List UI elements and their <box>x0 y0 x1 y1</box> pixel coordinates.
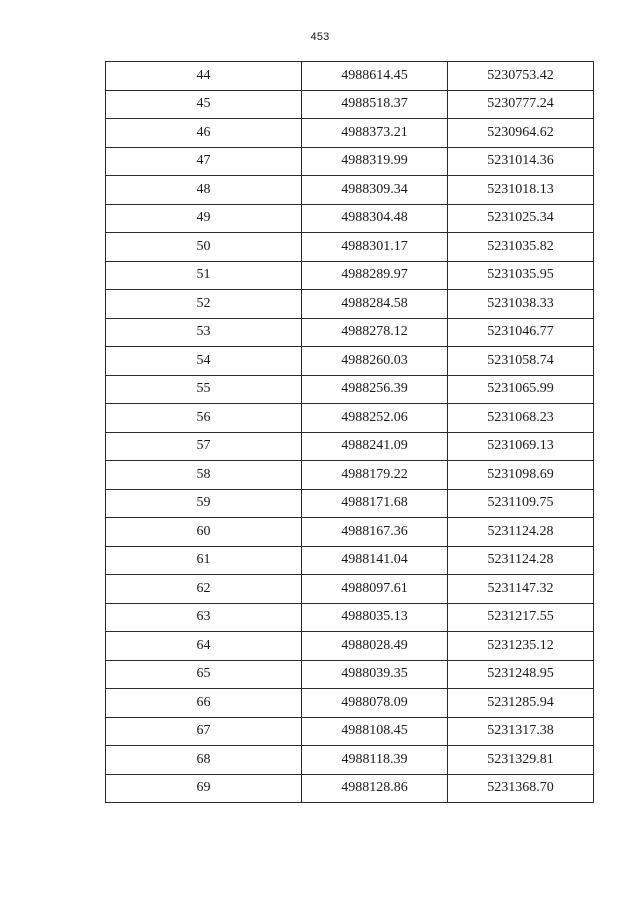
point-number-cell: 55 <box>106 375 302 404</box>
x-coordinate-cell: 4988614.45 <box>302 62 448 91</box>
x-coordinate-cell: 4988278.12 <box>302 318 448 347</box>
x-coordinate-cell: 4988039.35 <box>302 660 448 689</box>
y-coordinate-cell: 5231098.69 <box>448 461 594 490</box>
point-number-cell: 56 <box>106 404 302 433</box>
x-coordinate-cell: 4988260.03 <box>302 347 448 376</box>
table-row <box>106 689 594 718</box>
y-coordinate-cell: 5231025.34 <box>448 204 594 233</box>
y-coordinate-cell: 5230753.42 <box>448 62 594 91</box>
x-coordinate-cell: 4988252.06 <box>302 404 448 433</box>
table-row <box>106 62 594 91</box>
y-coordinate-cell: 5231068.23 <box>448 404 594 433</box>
point-number-cell: 62 <box>106 575 302 604</box>
point-number-cell: 52 <box>106 290 302 319</box>
table-row <box>106 204 594 233</box>
point-number-cell: 44 <box>106 62 302 91</box>
table-row <box>106 774 594 803</box>
y-coordinate-cell: 5231046.77 <box>448 318 594 347</box>
table-row <box>106 176 594 205</box>
table-row <box>106 575 594 604</box>
x-coordinate-cell: 4988289.97 <box>302 261 448 290</box>
table-row <box>106 518 594 547</box>
table-row <box>106 746 594 775</box>
table-row <box>106 546 594 575</box>
y-coordinate-cell: 5231368.70 <box>448 774 594 803</box>
y-coordinate-cell: 5231014.36 <box>448 147 594 176</box>
table-row <box>106 119 594 148</box>
table-row <box>106 290 594 319</box>
x-coordinate-cell: 4988179.22 <box>302 461 448 490</box>
point-number-cell: 49 <box>106 204 302 233</box>
y-coordinate-cell: 5231035.95 <box>448 261 594 290</box>
y-coordinate-cell: 5231124.28 <box>448 546 594 575</box>
y-coordinate-cell: 5231065.99 <box>448 375 594 404</box>
y-coordinate-cell: 5230777.24 <box>448 90 594 119</box>
y-coordinate-cell: 5231035.82 <box>448 233 594 262</box>
point-number-cell: 61 <box>106 546 302 575</box>
table-row <box>106 233 594 262</box>
x-coordinate-cell: 4988141.04 <box>302 546 448 575</box>
point-number-cell: 57 <box>106 432 302 461</box>
y-coordinate-cell: 5231248.95 <box>448 660 594 689</box>
point-number-cell: 65 <box>106 660 302 689</box>
y-coordinate-cell: 5231235.12 <box>448 632 594 661</box>
point-number-cell: 67 <box>106 717 302 746</box>
point-number-cell: 53 <box>106 318 302 347</box>
x-coordinate-cell: 4988373.21 <box>302 119 448 148</box>
point-number-cell: 64 <box>106 632 302 661</box>
table-row <box>106 375 594 404</box>
table-row <box>106 404 594 433</box>
x-coordinate-cell: 4988118.39 <box>302 746 448 775</box>
y-coordinate-cell: 5231109.75 <box>448 489 594 518</box>
x-coordinate-cell: 4988108.45 <box>302 717 448 746</box>
point-number-cell: 48 <box>106 176 302 205</box>
point-number-cell: 68 <box>106 746 302 775</box>
point-number-cell: 50 <box>106 233 302 262</box>
point-number-cell: 51 <box>106 261 302 290</box>
y-coordinate-cell: 5231285.94 <box>448 689 594 718</box>
y-coordinate-cell: 5231317.38 <box>448 717 594 746</box>
x-coordinate-cell: 4988301.17 <box>302 233 448 262</box>
x-coordinate-cell: 4988284.58 <box>302 290 448 319</box>
point-number-cell: 59 <box>106 489 302 518</box>
point-number-cell: 69 <box>106 774 302 803</box>
x-coordinate-cell: 4988309.34 <box>302 176 448 205</box>
table-body <box>106 62 594 803</box>
x-coordinate-cell: 4988171.68 <box>302 489 448 518</box>
table-row <box>106 90 594 119</box>
x-coordinate-cell: 4988078.09 <box>302 689 448 718</box>
table-row <box>106 318 594 347</box>
y-coordinate-cell: 5231124.28 <box>448 518 594 547</box>
y-coordinate-cell: 5231058.74 <box>448 347 594 376</box>
table-row <box>106 261 594 290</box>
point-number-cell: 47 <box>106 147 302 176</box>
table-row <box>106 717 594 746</box>
y-coordinate-cell: 5231147.32 <box>448 575 594 604</box>
point-number-cell: 58 <box>106 461 302 490</box>
x-coordinate-cell: 4988241.09 <box>302 432 448 461</box>
point-number-cell: 60 <box>106 518 302 547</box>
point-number-cell: 66 <box>106 689 302 718</box>
y-coordinate-cell: 5230964.62 <box>448 119 594 148</box>
x-coordinate-cell: 4988035.13 <box>302 603 448 632</box>
x-coordinate-cell: 4988518.37 <box>302 90 448 119</box>
table-row <box>106 461 594 490</box>
y-coordinate-cell: 5231038.33 <box>448 290 594 319</box>
x-coordinate-cell: 4988167.36 <box>302 518 448 547</box>
table-row <box>106 603 594 632</box>
table-row <box>106 660 594 689</box>
table-row <box>106 347 594 376</box>
coordinates-table <box>105 61 594 803</box>
x-coordinate-cell: 4988256.39 <box>302 375 448 404</box>
table-row <box>106 432 594 461</box>
x-coordinate-cell: 4988304.48 <box>302 204 448 233</box>
point-number-cell: 63 <box>106 603 302 632</box>
point-number-cell: 46 <box>106 119 302 148</box>
table-row <box>106 632 594 661</box>
table-row <box>106 147 594 176</box>
table-row <box>106 489 594 518</box>
y-coordinate-cell: 5231329.81 <box>448 746 594 775</box>
x-coordinate-cell: 4988097.61 <box>302 575 448 604</box>
y-coordinate-cell: 5231217.55 <box>448 603 594 632</box>
point-number-cell: 54 <box>106 347 302 376</box>
y-coordinate-cell: 5231069.13 <box>448 432 594 461</box>
page-number: 453 <box>310 31 330 43</box>
x-coordinate-cell: 4988028.49 <box>302 632 448 661</box>
point-number-cell: 45 <box>106 90 302 119</box>
x-coordinate-cell: 4988319.99 <box>302 147 448 176</box>
y-coordinate-cell: 5231018.13 <box>448 176 594 205</box>
x-coordinate-cell: 4988128.86 <box>302 774 448 803</box>
